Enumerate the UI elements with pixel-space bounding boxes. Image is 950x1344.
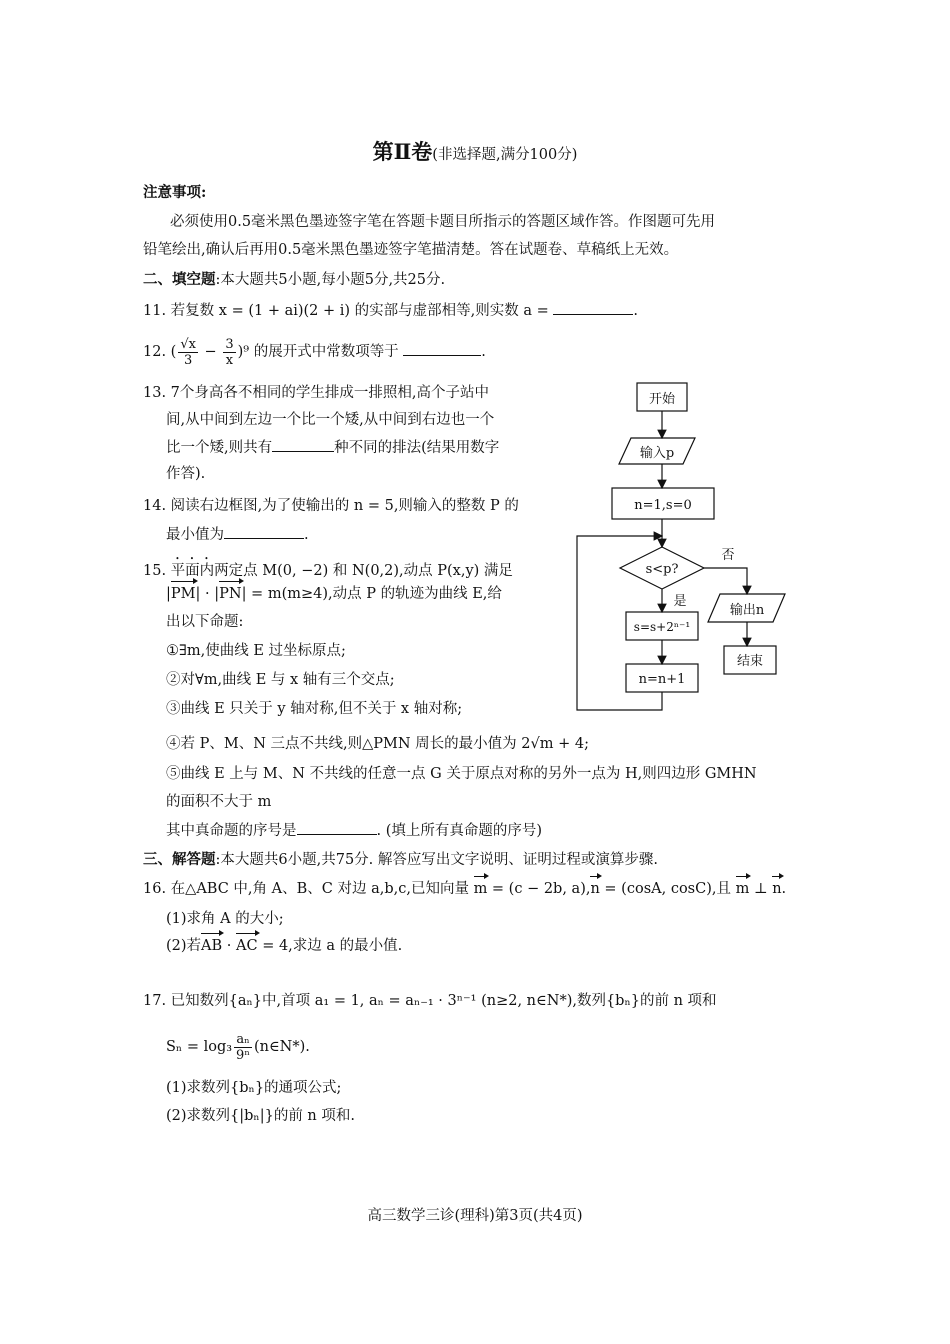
question-13-line-2: 间,从中间到左边一个比一个矮,从中间到右边也一个 [166,412,495,428]
section-2-text: :本大题共5小题,每小题5分,共25分. [215,272,446,288]
vector-n: n [772,881,782,897]
fraction-numerator: 3 [225,336,234,352]
question-15-text-c: | = m(m≥4),动点 P 的轨迹为曲线 E,给 [241,586,502,602]
flow-start-label: 开始 [648,392,676,407]
question-15-text: 两定点 M(0, −2) 和 N(0,2),动点 P(x,y) 满足 [214,563,513,579]
question-12-end: . [481,344,486,360]
abs-open: | [166,586,171,602]
question-17-line-1: 17. 已知数列{aₙ}中,首项 a₁ = 1, aₙ = aₙ₋₁ · 3ⁿ⁻¹ (n≥2, n∈N*),数列{bₙ}的前 n 项和 [143,993,717,1009]
section-title-note: (非选择题,满分100分) [432,147,578,163]
question-12-num: 12. ( [143,344,177,360]
claim-5-line-2: 的面积不大于 m [166,794,272,810]
flow-arrow-no [704,568,747,594]
question-11-end: . [633,303,639,319]
flow-update-n-label: n=n+1 [638,672,686,687]
question-15-line-3: 出以下命题: [166,614,244,630]
question-14-text-a: 最小值为 [166,527,224,543]
question-12-text: )⁹ 的展开式中常数项等于 [237,344,399,360]
section-2-label: 二、填空题 [143,271,216,288]
question-13-line-1: 13. 7个身高各不相同的学生排成一排照相,高个子站中 [143,385,490,401]
question-16-part-2-c: = 4,求边 a 的最小值. [257,938,403,954]
question-16-text-e: . [781,881,787,897]
question-15-num: 15. [143,563,171,579]
dot-product: · [222,938,237,954]
vector-pn: PN [219,586,242,602]
question-13-text-a: 比一个矮,则共有 [166,440,273,456]
notice-line-2: 铅笔绘出,确认后再用0.5毫米黑色墨迹签字笔描清楚。答在试题卷、草稿纸上无效。 [143,242,679,258]
abs-dot: | · | [195,586,220,602]
vector-m: m [473,881,488,897]
fraction-numerator: √x [180,336,196,352]
flow-init-label: n=1,s=0 [634,498,692,513]
question-16-part-1: (1)求角 A 的大小; [166,911,284,927]
section-title-main: 第Ⅱ卷 [372,139,433,164]
vector-ab: AB [201,938,223,954]
emphasis-dotted-text: 平面内 [170,563,215,579]
question-14-text-b: . [304,527,309,543]
question-13-line-4: 作答). [166,466,206,482]
question-17-part-2: (2)求数列{|bₙ|}的前 n 项和. [166,1108,355,1124]
question-17-part-1: (1)求数列{bₙ}的通项公式; [166,1080,342,1096]
question-14-line-1: 14. 阅读右边框图,为了使输出的 n = 5,则输入的整数 P 的 [143,498,519,514]
vector-pm: PM [170,586,196,602]
question-15-answer-text: 其中真命题的序号是 [166,823,297,839]
claim-5-line-1: ⑤曲线 E 上与 M、N 不共线的任意一点 G 关于原点对称的另外一点为 H,则四边形 GMHN [166,766,757,782]
claim-1: ①∃m,使曲线 E 过坐标原点; [166,643,346,659]
vector-m: m [735,881,750,897]
question-16-text-c: = (cosA, cosC),且 [599,881,736,897]
flow-output-label: 输出n [729,603,765,618]
question-16-text-a: 16. 在△ABC 中,角 A、B、C 对边 a,b,c,已知向量 [143,881,474,897]
flow-input-label: 输入p [639,446,675,461]
question-13-text-b: 种不同的排法(结果用数字 [334,440,500,456]
fraction-denominator: x [225,352,234,368]
page-footer: 高三数学三诊(理科)第3页(共4页) [367,1208,583,1224]
question-17-text-a: Sₙ = log₃ [166,1039,233,1055]
notice-line-1: 必须使用0.5毫米黑色墨迹签字笔在答题卡题目所指示的答题区域作答。作图题可先用 [170,214,716,230]
question-16-text-b: = (c − 2b, a), [487,881,591,897]
section-3-label: 三、解答题 [143,851,216,868]
vector-n: n [590,881,600,897]
section-3-text: :本大题共6小题,共75分. 解答应写出文字说明、证明过程或演算步骤. [215,852,658,868]
perp-sign: ⊥ [749,881,773,897]
question-17-text-b: (n∈N*). [253,1039,310,1055]
fraction-denominator: 9ⁿ [236,1047,250,1063]
minus-sign: − [199,344,222,360]
flow-no-label: 否 [721,548,735,563]
flow-update-s-label: s=s+2ⁿ⁻¹ [633,620,691,634]
fraction-numerator: aₙ [234,1032,252,1048]
question-16-part-2-a: (2)若 [166,938,202,954]
claim-3: ③曲线 E 只关于 y 轴对称,但不关于 x 轴对称; [166,701,463,717]
question-15-answer-note: . (填上所有真命题的序号) [376,823,543,839]
vector-ac: AC [236,938,258,954]
flow-decision-label: s<p? [645,562,679,577]
fraction-denominator: 3 [184,352,193,368]
claim-4: ④若 P、M、N 三点不共线,则△PMN 周长的最小值为 2√m + 4; [166,736,589,752]
notice-heading: 注意事项: [143,184,207,201]
claim-2: ②对∀m,曲线 E 与 x 轴有三个交点; [166,672,395,688]
question-11-text: 11. 若复数 x = (1 + ai)(2 + i) 的实部与虚部相等,则实数 a = [143,303,549,319]
flow-yes-label: 是 [673,594,687,609]
flow-end-label: 结束 [736,654,764,669]
